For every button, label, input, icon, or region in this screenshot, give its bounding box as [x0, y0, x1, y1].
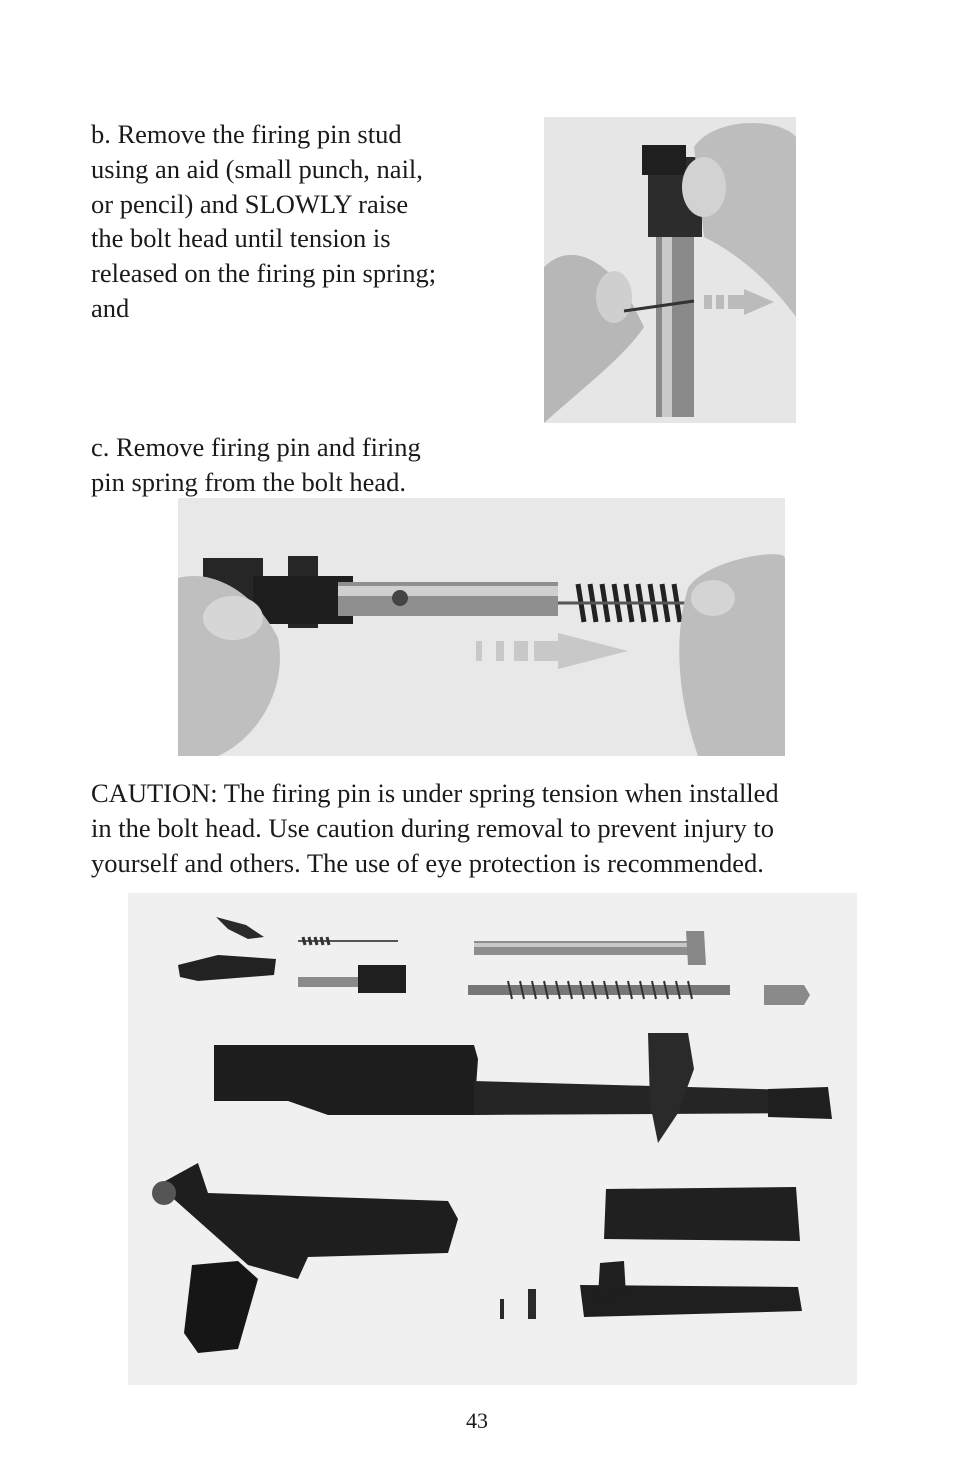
step-b-line: b. Remove the firing pin stud	[91, 119, 402, 149]
page-number: 43	[466, 1408, 488, 1433]
step-b-line: or pencil) and SLOWLY raise	[91, 188, 409, 219]
remove-firing-pin-stud-photo	[544, 117, 796, 423]
step-b-line: the bolt head until tension is	[91, 223, 391, 254]
step-c-line: c. Remove firing pin and firing	[91, 432, 421, 462]
step-b-line: using an aid (small punch, nail,	[91, 153, 423, 184]
disassembled-rifle-photo	[128, 893, 857, 1385]
step-b-instruction	[91, 117, 491, 326]
step-b-line: and	[91, 292, 130, 323]
caution-notice	[91, 776, 891, 880]
step-c-instruction	[91, 430, 491, 500]
step-c-line: pin spring from the bolt head.	[91, 466, 406, 497]
caution-line: in the bolt head. Use caution during removal to prevent injury to	[91, 812, 774, 843]
caution-line: CAUTION: The firing pin is under spring tension when installed	[91, 778, 779, 808]
step-b-line: released on the firing pin spring;	[91, 258, 437, 289]
remove-firing-pin-photo	[178, 498, 785, 756]
caution-line: yourself and others. The use of eye protection is recommended.	[91, 847, 764, 878]
